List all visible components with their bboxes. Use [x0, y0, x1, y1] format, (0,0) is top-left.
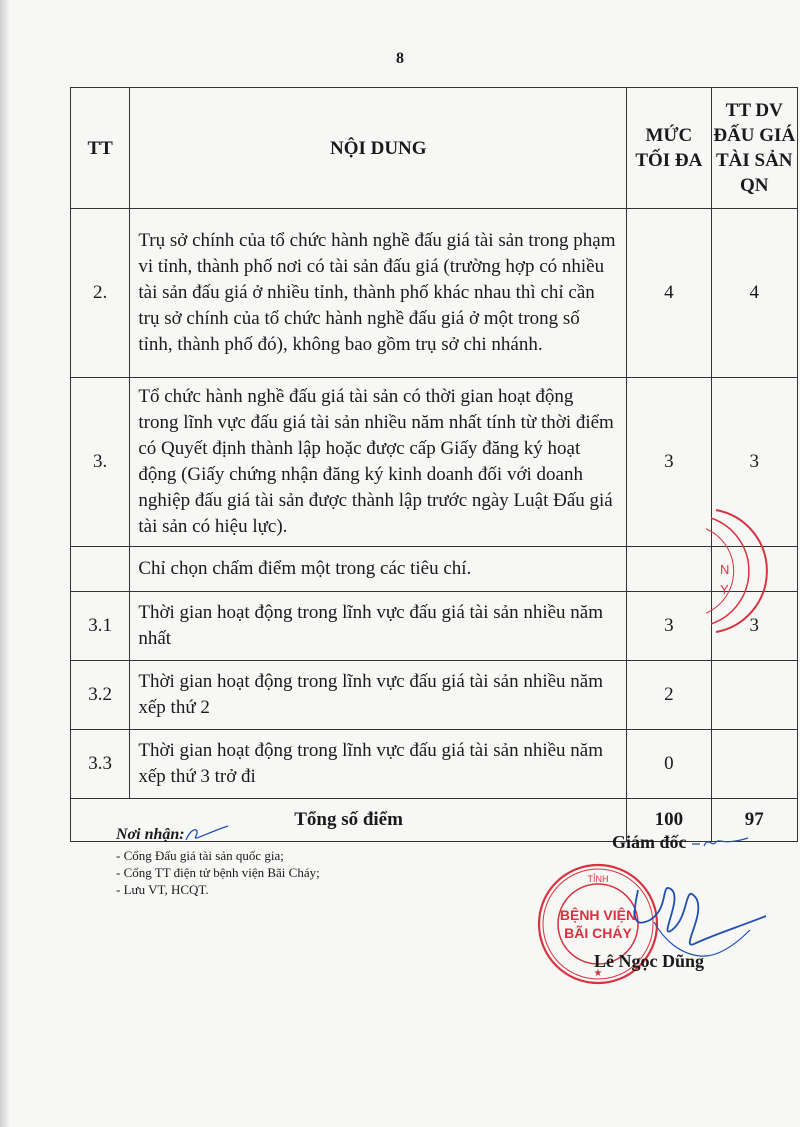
recipient-item: - Cổng TT điện tử bệnh viện Bãi Cháy;: [116, 865, 320, 880]
row-tt: 3.: [71, 378, 130, 547]
row-tt: 2.: [71, 209, 130, 378]
row-unit-score: [711, 730, 797, 799]
svg-text:N: N: [720, 562, 730, 577]
row-unit-score: 4: [711, 209, 797, 378]
row-max-score: [627, 547, 711, 592]
table-row: [71, 730, 798, 799]
table-row: [71, 209, 798, 378]
page-number: 8: [396, 50, 404, 67]
svg-text:Y: Y: [720, 582, 729, 597]
header-unit-score: TT DV ĐẤU GIÁ TÀI SẢN QN: [711, 88, 797, 209]
total-label: Tổng số điểm: [71, 799, 627, 842]
row-unit-score: 3: [711, 592, 797, 661]
recipient-item: - Cổng Đấu giá tài sản quốc gia;: [116, 848, 284, 863]
stamp-star-icon: ★: [593, 968, 603, 979]
header-content: NỘI DUNG: [130, 88, 627, 209]
table-row: [71, 378, 798, 547]
scan-edge: [0, 0, 10, 1127]
row-tt: 3.2: [71, 661, 130, 730]
row-tt: 3.3: [71, 730, 130, 799]
row-tt: 3.1: [71, 592, 130, 661]
scoring-table: [70, 87, 798, 842]
initial-signature-mark: [182, 822, 232, 846]
header-max-score: MỨC TỐI ĐA: [627, 88, 711, 209]
table-row: [71, 592, 798, 661]
stamp-line-1: BỆNH VIỆN: [559, 907, 637, 923]
recipients-title: Nơi nhận:: [116, 826, 185, 843]
stamp-ring-top: TỈNH: [587, 874, 609, 884]
partial-stamp-mark: [706, 506, 786, 636]
table-row: [71, 661, 798, 730]
total-max-score: 100: [627, 799, 711, 842]
row-content: Thời gian hoạt động trong lĩnh vực đấu giá tài sản nhiều năm nhất: [130, 592, 627, 661]
row-content: Chỉ chọn chấm điểm một trong các tiêu chí.: [130, 547, 627, 592]
table-header-row: [71, 88, 798, 209]
row-unit-score: 3: [711, 378, 797, 547]
header-tt: TT: [71, 88, 130, 209]
row-max-score: 0: [627, 730, 711, 799]
row-tt: [71, 547, 130, 592]
total-unit-score: 97: [711, 799, 797, 842]
row-unit-score: [711, 661, 797, 730]
row-content: Thời gian hoạt động trong lĩnh vực đấu giá tài sản nhiều năm xếp thứ 2: [130, 661, 627, 730]
row-content: Tổ chức hành nghề đấu giá tài sản có thời gian hoạt động trong lĩnh vực đấu giá tài sản nhiều năm nhất tính từ thời điểm có Quyết định thành lập hoặc được cấp Giấy đăng ký hoạt động (Giấy chứng nhận đăng ký kinh doanh đối với doanh nghiệp đấu giá tài sản được thành lập trước ngày Luật Đấu giá tài sản có hiệu lực).: [130, 378, 627, 547]
signer-title: Giám đốc: [612, 832, 687, 852]
row-max-score: 3: [627, 378, 711, 547]
table-row-note: [71, 547, 798, 592]
stamp-line-2: BÃI CHÁY: [564, 925, 632, 941]
row-max-score: 3: [627, 592, 711, 661]
row-max-score: 2: [627, 661, 711, 730]
initial-signature-mark: [690, 832, 750, 852]
row-content: Thời gian hoạt động trong lĩnh vực đấu giá tài sản nhiều năm xếp thứ 3 trở đi: [130, 730, 627, 799]
signer-name: Lê Ngọc Dũng: [594, 951, 705, 971]
row-max-score: 4: [627, 209, 711, 378]
row-content: Trụ sở chính của tổ chức hành nghề đấu giá tài sản trong phạm vi tỉnh, thành phố nơi có tài sản đấu giá (trường hợp có nhiều tài sản đấu giá ở nhiều tỉnh, thành phố khác nhau thì chỉ cần trụ sở chính của tổ chức hành nghề đấu giá ở một trong số tỉnh, thành phố đó), không bao gồm trụ sở chi nhánh.: [130, 209, 627, 378]
recipient-item: - Lưu VT, HCQT.: [116, 882, 209, 897]
